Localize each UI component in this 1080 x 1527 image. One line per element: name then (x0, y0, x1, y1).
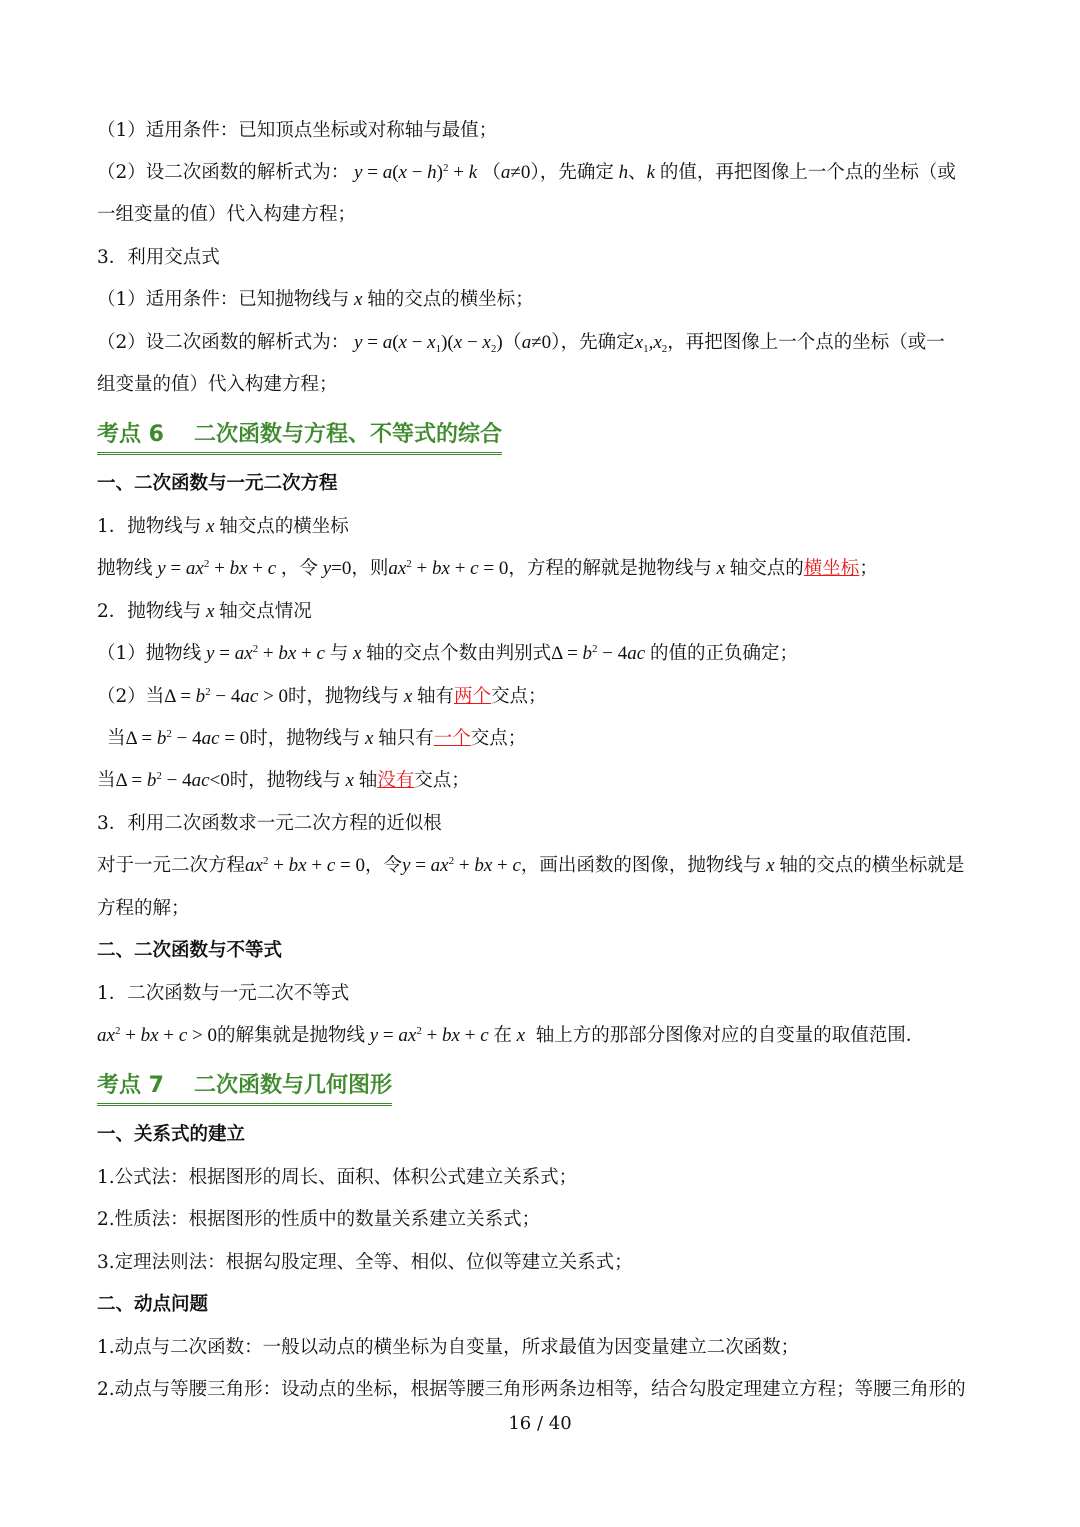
text-line: 一组变量的值）代入构建方程； (97, 204, 357, 225)
text-line: 1．抛物线与 x 轴交点的横坐标 (97, 516, 349, 537)
text-line: 3.定理法则法：根据勾股定理、全等、相似、位似等建立关系式； (97, 1252, 633, 1273)
subheading: 一、关系式的建立 (97, 1124, 246, 1145)
text-line: （1）适用条件：已知顶点坐标或对称轴与最值； (97, 120, 498, 141)
text-line: 2.动点与等腰三角形：设动点的坐标，根据等腰三角形两条边相等，结合勾股定理建立方程；等腰三角形的 (97, 1379, 966, 1400)
text-line: （1）适用条件：已知抛物线与 x 轴的交点的横坐标； (97, 289, 534, 310)
text-line: 2．抛物线与 x 轴交点情况 (97, 601, 312, 622)
text-line: 当$\Delta = b^2 - 4ac<0$时，抛物线与 x 轴没有交点； (97, 770, 470, 791)
section-heading-kaodian-7: 考点 7 二次函数与几何图形 (97, 1071, 392, 1106)
text-line: （2）当$\Delta = b^2 - 4ac > 0$时，抛物线与 x 轴有两个交点； (97, 686, 547, 707)
text-line: 1．二次函数与一元二次不等式 (97, 983, 350, 1004)
text-line: 当$\Delta = b^2 - 4ac = 0$时，抛物线与 x 轴只有一个交点； (107, 728, 527, 749)
text-line: （2）设二次函数的解析式为： $y = a(x - h)^2 + k$ （a≠0），先确定 h、k 的值，再把图像上一个点的坐标（或 (97, 162, 956, 183)
text-line: 3．利用交点式 (97, 247, 220, 268)
text-line: 抛物线 $y = ax^2$ + bx + c ，令 y=0，则$ax^2$ + bx + c = 0，方程的解就是抛物线与 x 轴交点的横坐标； (97, 558, 878, 579)
text-line: $ax^2$ + bx + c > 0的解集就是抛物线 $y = ax^2$ + bx + c 在 x 轴上方的那部分图像对应的自变量的取值范围． (97, 1025, 925, 1046)
text-line: （2）设二次函数的解析式为： $y = a(x - x_1)(x - x_2)(a\ne 0)$，先确定$x_1,x_2$，再把图像上一个点的坐标（或一 (97, 332, 945, 355)
text-line: （1）抛物线 $y = ax^2$ + bx + c 与 x 轴的交点个数由判别式$\Delta = b^2 - 4ac$ 的值的正负确定； (97, 643, 798, 664)
subheading: 二、动点问题 (97, 1294, 209, 1315)
section-heading-kaodian-6: 考点 6 二次函数与方程、不等式的综合 (97, 420, 502, 455)
text-line: 1.公式法：根据图形的周长、面积、体积公式建立关系式； (97, 1167, 578, 1188)
text-line: 2.性质法：根据图形的性质中的数量关系建立关系式； (97, 1209, 541, 1230)
subheading: 二、二次函数与不等式 (97, 940, 283, 961)
text-line: 方程的解； (97, 898, 190, 919)
page-number: 16 / 40 (508, 1413, 572, 1434)
vertex-form-formula: $y = a(x - h)^2 + k$ （a≠0） (349, 162, 540, 183)
text-line: 3．利用二次函数求一元二次方程的近似根 (97, 813, 442, 834)
subheading: 一、二次函数与一元二次方程 (97, 473, 338, 494)
text-line: 组变量的值）代入构建方程； (97, 374, 338, 395)
text-line: 1.动点与二次函数：一般以动点的横坐标为自变量，所求最值为因变量建立二次函数； (97, 1337, 800, 1358)
intercept-form-formula: $y = a(x - x_1)(x - x_2)(a\ne 0)$ (349, 332, 561, 355)
text-line: 对于一元二次方程$ax^2$ + bx + c = 0，令$y = ax^2$ + bx + c，画出函数的图像，抛物线与 x 轴的交点的横坐标就是 (97, 855, 965, 876)
